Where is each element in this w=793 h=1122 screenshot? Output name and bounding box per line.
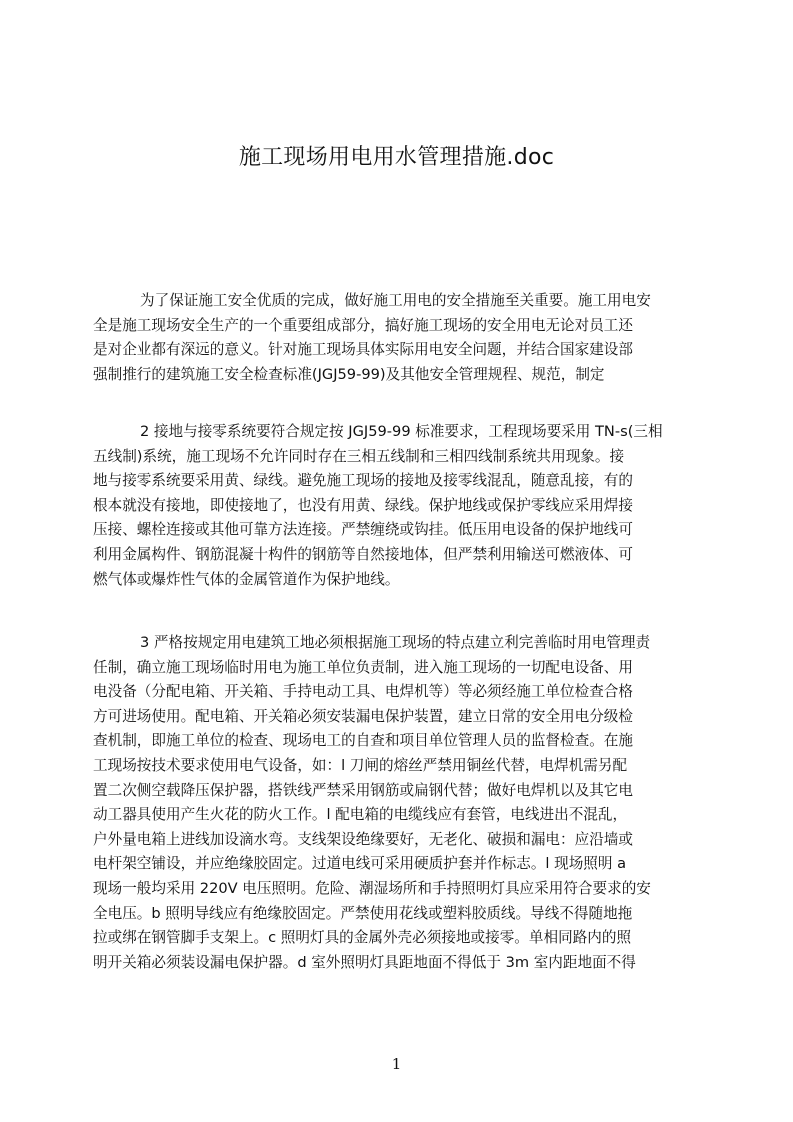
paragraph-intro [93,289,700,387]
paragraph-regulations [93,631,700,975]
text-line: 燃气体或爆炸性气体的金属管道作为保护地线。 [93,570,400,588]
text-line: 是对企业都有深远的意义。针对施工现场具体实际用电安全问题，并结合国家建设部 [93,341,633,359]
text-line: 地与接零系统要采用黄、绿线。避免施工现场的接地及接零线混乱，随意乱接，有的 [93,472,633,490]
text-line: 强制推行的建筑施工安全检查标准(JGJ59-99)及其他安全管理规程、规范，制定 [93,365,605,383]
text-line: 户外量电箱上进线加设滴水弯。支线架设绝缘要好，无老化、破损和漏电：应沿墙或 [93,830,633,848]
text-line: 根本就没有接地，即使接地了，也没有用黄、绿线。保护地线或保护零线应采用焊接 [93,496,633,514]
text-line: 现场一般均采用 220V 电压照明。危险、潮湿场所和手持照明灯具应采用符合要求的安 [93,879,651,897]
text-line: 动工器具使用产生火花的防火工作。l 配电箱的电缆线应有套管，电线进出不混乱， [93,806,628,824]
text-line: 压接、螺栓连接或其他可靠方法连接。严禁缠绕或钩挂。低压用电设备的保护地线可 [93,521,633,539]
text-line: 电杆架空铺设，并应绝缘胶固定。过道电线可采用硬质护套并作标志。l 现场照明 a [93,855,627,873]
text-line: 任制，确立施工现场临时用电为施工单位负责制，进入施工现场的一切配电设备、用 [93,658,633,676]
text-line: 全是施工现场安全生产的一个重要组成部分，搞好施工现场的安全用电无论对员工还 [93,316,633,334]
text-line: 查机制，即施工单位的检查、现场电工的自查和项目单位管理人员的监督检查。在施 [93,732,633,750]
text-line: 3 严格按规定用电建筑工地必须根据施工现场的特点建立利完善临时用电管理责 [140,634,651,651]
text-line: 为了保证施工安全优质的完成，做好施工用电的安全措施至关重要。施工用电安 [140,292,651,309]
page-number: 1 [391,1055,402,1073]
text-line: 置二次侧空载降压保护器，搭铁线严禁采用钢筋或扁钢代替；做好电焊机以及其它电 [93,781,633,799]
text-line: 2 接地与接零系统要符合规定按 JGJ59-99 标准要求，工程现场要采用 TN-s(三相 [140,423,663,440]
paragraph-grounding [93,420,700,592]
text-line: 电没备（分配电箱、开关箱、手持电动工具、电焊机等）等必须经施工单位检查合格 [93,683,633,701]
document-title: 施工现场用电用水管理措施.doc [238,145,555,170]
text-line: 五线制)系统，施工现场不允许同时存在三相五线制和三相四线制系统共用现象。接 [93,447,625,465]
text-line: 工现场按技术要求使用电气设备，如：l 刀闸的熔丝严禁用铜丝代替，电焊机需另配 [93,756,628,774]
text-line: 拉或绑在钢管脚手支架上。c 照明灯具的金属外壳必须接地或接零。单相同路内的照 [93,929,632,947]
text-line: 全电压。b 照明导线应有绝缘胶固定。严禁使用花线或塑料胶质线。导线不得随地拖 [93,904,633,922]
text-line: 方可进场使用。配电箱、开关箱必须安装漏电保护装置，建立日常的安全用电分级检 [93,707,633,725]
text-line: 利用金属构件、钢筋混凝十构件的钢筋等自然接地体，但严禁利用输送可燃液体、可 [93,545,633,563]
text-line: 明开关箱必须装设漏电保护器。d 室外照明灯具距地面不得低于 3m 室内距地面不得 [93,953,636,971]
